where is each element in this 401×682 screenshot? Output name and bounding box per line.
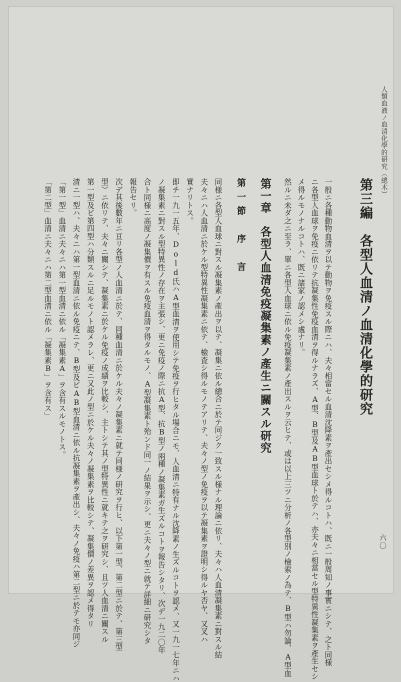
paragraph-line: 報告セリ。 — [128, 178, 138, 217]
paragraph-line: 「第一型」血清ニ夫々ニハ第一型血清ニ依ル「凝集素A」ヲ含有スルモノトス。 — [57, 178, 67, 459]
paragraph-line: 夫々ニハ人血清ニ於ケル型特異性凝集素ニ依テ、檢査シ得ルモノテアリテ、夫々ノ型ノ免疫ヲ以テ凝集素ヲ證明シ得ルヤ否ヤ、又叉ハ — [199, 178, 209, 643]
paragraph-line: 清ニ一型ハ、夫々ニハ第一型血清ニ依ル免疫ニテ、B型及ビAB型血清ニ依ル抗凝集素ヲ產出シ、夫々ノ免疫ハ第二型ニ於テモ亦同ジ — [72, 178, 81, 648]
paragraph-line: 同様ニ各型人血球ニ對スル凝集素ノ產出ヲ以テ、凝集ニ依ル總合ニ於テ同ジク一致スル様ナル理論ニ依リ、夫々ハ人血清凝集素ニ對スル結 — [214, 178, 223, 659]
intro-line: ニ各型人血球ヲ免疫ニ依リテ抗凝集性免疫血清ヲ得ルナラズ、A型、B型及AB型血球ト於テハ、亦夫々ニ相當セル型特異性凝集素ヲ產生セシ — [310, 178, 320, 681]
paragraph-line: 即チ一九一五年、Dold氏ハA型血清ヲ使用シテ免疫ヲ行ヒタル場合ニモ、人血清ニ特有ナル沈降素ノ生ズルコトヲ認メ、又一九一七年ニハ — [171, 178, 181, 682]
paragraph-line: 型）ニ依リテ、夫々ニ關シテ、凝集素ニ於ケル免疫ノ成績ヲ比較シ、主トシテ其ノ型特異性ニ就キテ之ヲ研究シ、且ツ人血清ニ關スル — [100, 178, 110, 643]
intro-line: 一般ニ各種動物血清ヲ以テ動物ヲ免疫スル際ニハ、夫々相當セル血清沈降素ヲ產出セシメ得ルコトハ、既ニ一般周知ノ事實ニシテ、之ト同様 — [324, 178, 333, 667]
intro-line: 然ルニ未ダ之ニ至ラ、單ニ各型人血球ニ依ル免疫凝集素ノ產出スルヲ云ヒテ、或は以上三ツニ分析ノ各型別ノ檢索ノ為テ、B型ハ勿論、A型血 — [283, 178, 293, 678]
intro-line: メ得ルモノナルコトハ、既ニ諸家ノ認メシ處ナリ。 — [297, 178, 306, 357]
paragraph-line: 「第二型」血清ニ夫々ニハ第二型血清ニ依ル「凝集素B」ヲ含有ス」 — [43, 178, 53, 420]
paragraph-line: ノ凝集素ニ對スル型特異性ノ存在ヲ主張シ、更ニ免疫ノ際ニ抗A型、抗B型ノ兩種ノ凝集素ガ生ズルコトヲ報告シタリ、次デ一九二〇年 — [157, 178, 167, 654]
paragraph-line: 第一型及ビ第四型ハ分類スルニ足ルモノト認メラレ、更ニ又此ノ型ニ於ケル夫々ノ凝集素ヲ比較シテ、凝集價ノ差異ヲ認メ得タリ — [86, 178, 96, 628]
section-title: 第一節 序 言 — [235, 178, 245, 276]
paragraph-line: 合ト同様ニ高度ノ凝集價ヲ有スル免疫血清ヲ得タルモノ、A型凝集素ト殆ンド同一ノ結果ヲ示シ、更ニ夫々ノ型ニ就テ詳細ニ研究シタ — [143, 178, 152, 645]
chapter-title: 第一章 各型人血清免疫凝集素ノ產生ニ關スル研究 — [259, 178, 272, 454]
paragraph-line: 實ナリトス。 — [185, 178, 195, 225]
running-header: 人類血液ノ血清化學的研究（總木） — [380, 86, 388, 198]
paragraph-line: 次デ其後數年ニ亘リ各型ノ人血清ニ於テ、同種血清ニ於ケル夫々ノ凝集素ニ就テ同様ノ研究ヲ行ヒ、以下第一型、第二型ニ於テ、第三型 — [114, 178, 124, 651]
page-number: 六〇 — [379, 534, 387, 550]
book-page — [8, 6, 394, 682]
part-title: 第三編 各型人血清ノ血清化學的研究 — [357, 178, 372, 416]
